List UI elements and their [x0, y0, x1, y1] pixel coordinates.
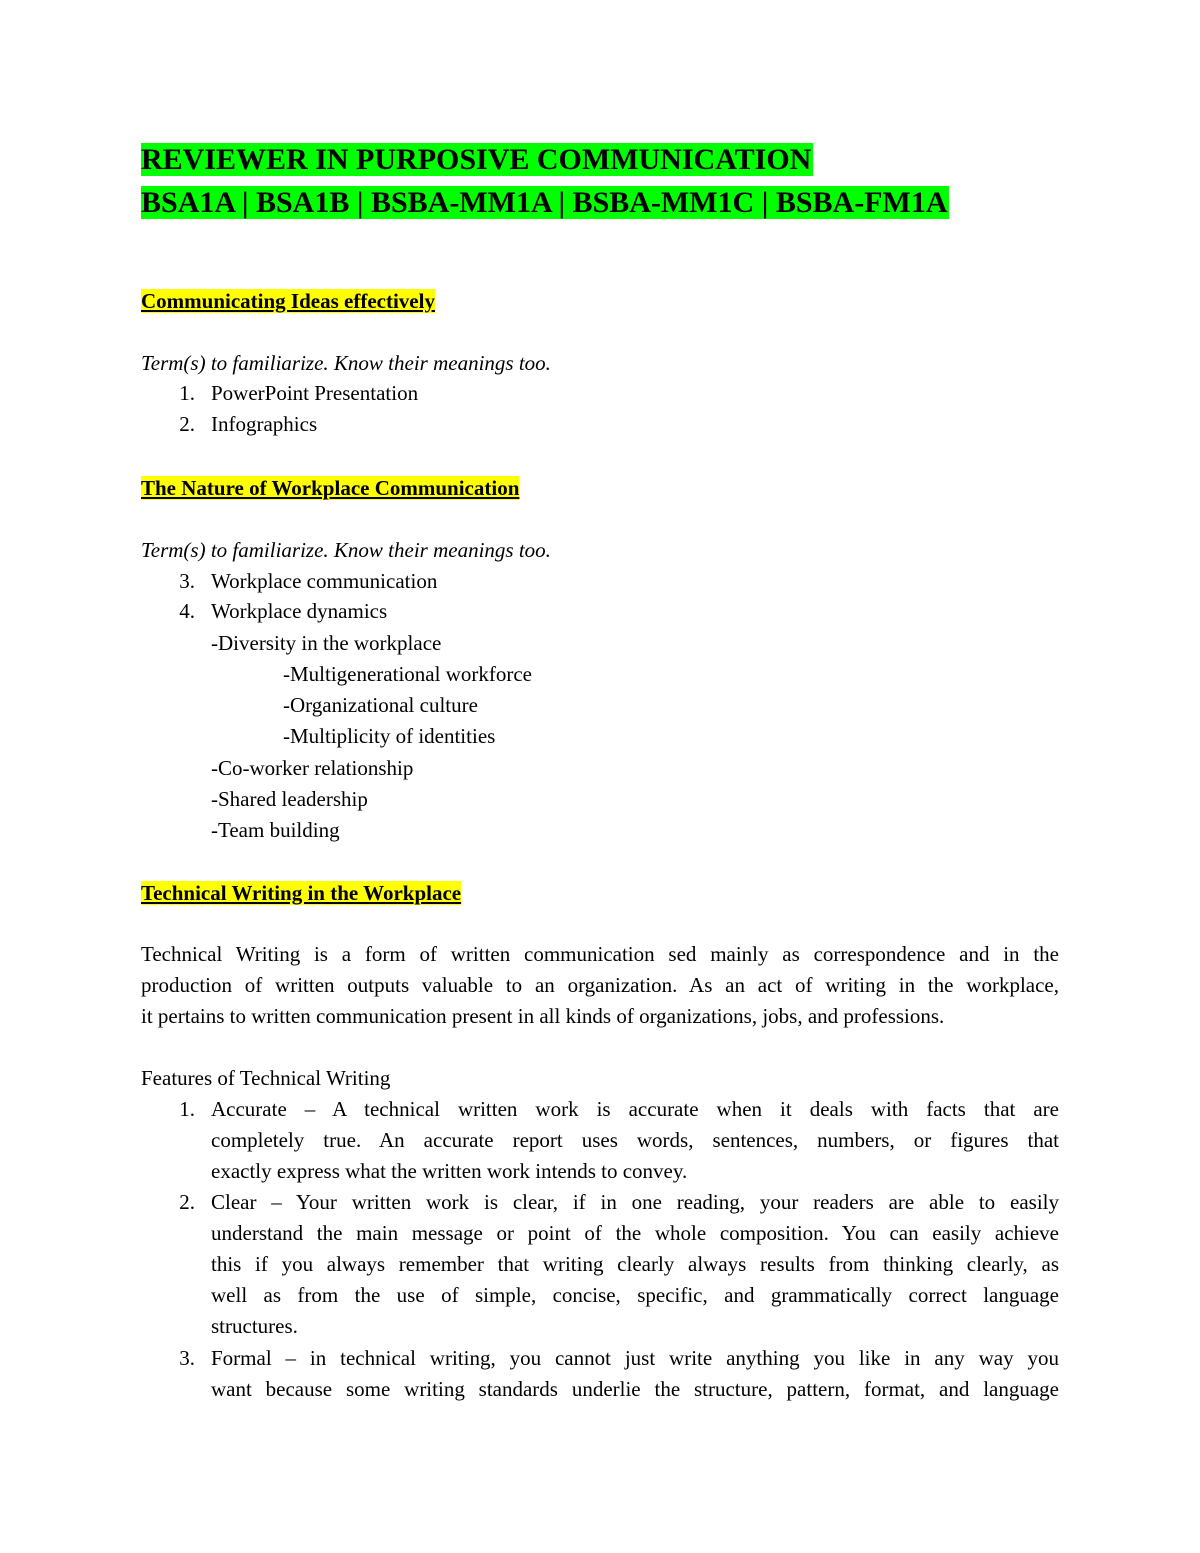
list-item: PowerPoint Presentation: [211, 381, 419, 405]
list-item: Workplace dynamics: [211, 599, 388, 623]
list-number: 1.: [179, 1097, 195, 1121]
feature-line: Accurate – A technical written work is accurate when it deals with facts that are: [211, 1097, 1059, 1121]
document-title: REVIEWER IN PURPOSIVE COMMUNICATION: [141, 143, 812, 176]
section2-intro: Term(s) to familiarize. Know their meanings too.: [141, 538, 551, 562]
section-heading-communicating-ideas: Communicating Ideas effectively: [141, 289, 435, 313]
list-number: 4.: [179, 599, 195, 623]
feature-line: structures.: [211, 1314, 298, 1338]
sub-list-item: -Diversity in the workplace: [211, 631, 442, 655]
section1-intro: Term(s) to familiarize. Know their meanings too.: [141, 351, 551, 375]
feature-line: understand the main message or point of the whole composition. You can easily achieve: [211, 1221, 1059, 1245]
sub-sub-list-item: -Multigenerational workforce: [283, 662, 532, 686]
list-number: 2.: [179, 412, 195, 436]
sub-list-item: -Team building: [211, 818, 340, 842]
features-title: Features of Technical Writing: [141, 1066, 391, 1090]
feature-line: this if you always remember that writing clearly always results from thinking clearly, as: [211, 1252, 1059, 1276]
sub-list-item: -Co-worker relationship: [211, 756, 414, 780]
feature-line: want because some writing standards underlie the structure, pattern, format, and language: [211, 1377, 1059, 1401]
section-heading-technical-writing: Technical Writing in the Workplace: [141, 881, 462, 905]
paragraph-line: production of written outputs valuable to an organization. As an act of writing in the workplace,: [141, 973, 1059, 997]
feature-line: well as from the use of simple, concise, specific, and grammatically correct language: [211, 1283, 1059, 1307]
sub-sub-list-item: -Multiplicity of identities: [283, 724, 496, 748]
list-number: 2.: [179, 1190, 195, 1214]
list-number: 3.: [179, 1346, 195, 1370]
list-item: Workplace communication: [211, 569, 438, 593]
sub-sub-list-item: -Organizational culture: [283, 693, 478, 717]
feature-line: Formal – in technical writing, you cannot just write anything you like in any way you: [211, 1346, 1059, 1370]
feature-line: completely true. An accurate report uses words, sentences, numbers, or figures that: [211, 1128, 1059, 1152]
feature-line: Clear – Your written work is clear, if in one reading, your readers are able to easily: [211, 1190, 1059, 1214]
document-subtitle-sections: BSA1A | BSA1B | BSBA-MM1A | BSBA-MM1C | BSBA-FM1A: [141, 186, 948, 219]
section-heading-workplace-communication: The Nature of Workplace Communication: [141, 476, 520, 500]
list-number: 1.: [179, 381, 195, 405]
paragraph-line: it pertains to written communication present in all kinds of organizations, jobs, and professions.: [141, 1004, 945, 1028]
sub-list-item: -Shared leadership: [211, 787, 368, 811]
feature-line: exactly express what the written work intends to convey.: [211, 1159, 688, 1183]
list-item: Infographics: [211, 412, 318, 436]
list-number: 3.: [179, 569, 195, 593]
paragraph-line: Technical Writing is a form of written communication sed mainly as correspondence and in the: [141, 942, 1059, 966]
